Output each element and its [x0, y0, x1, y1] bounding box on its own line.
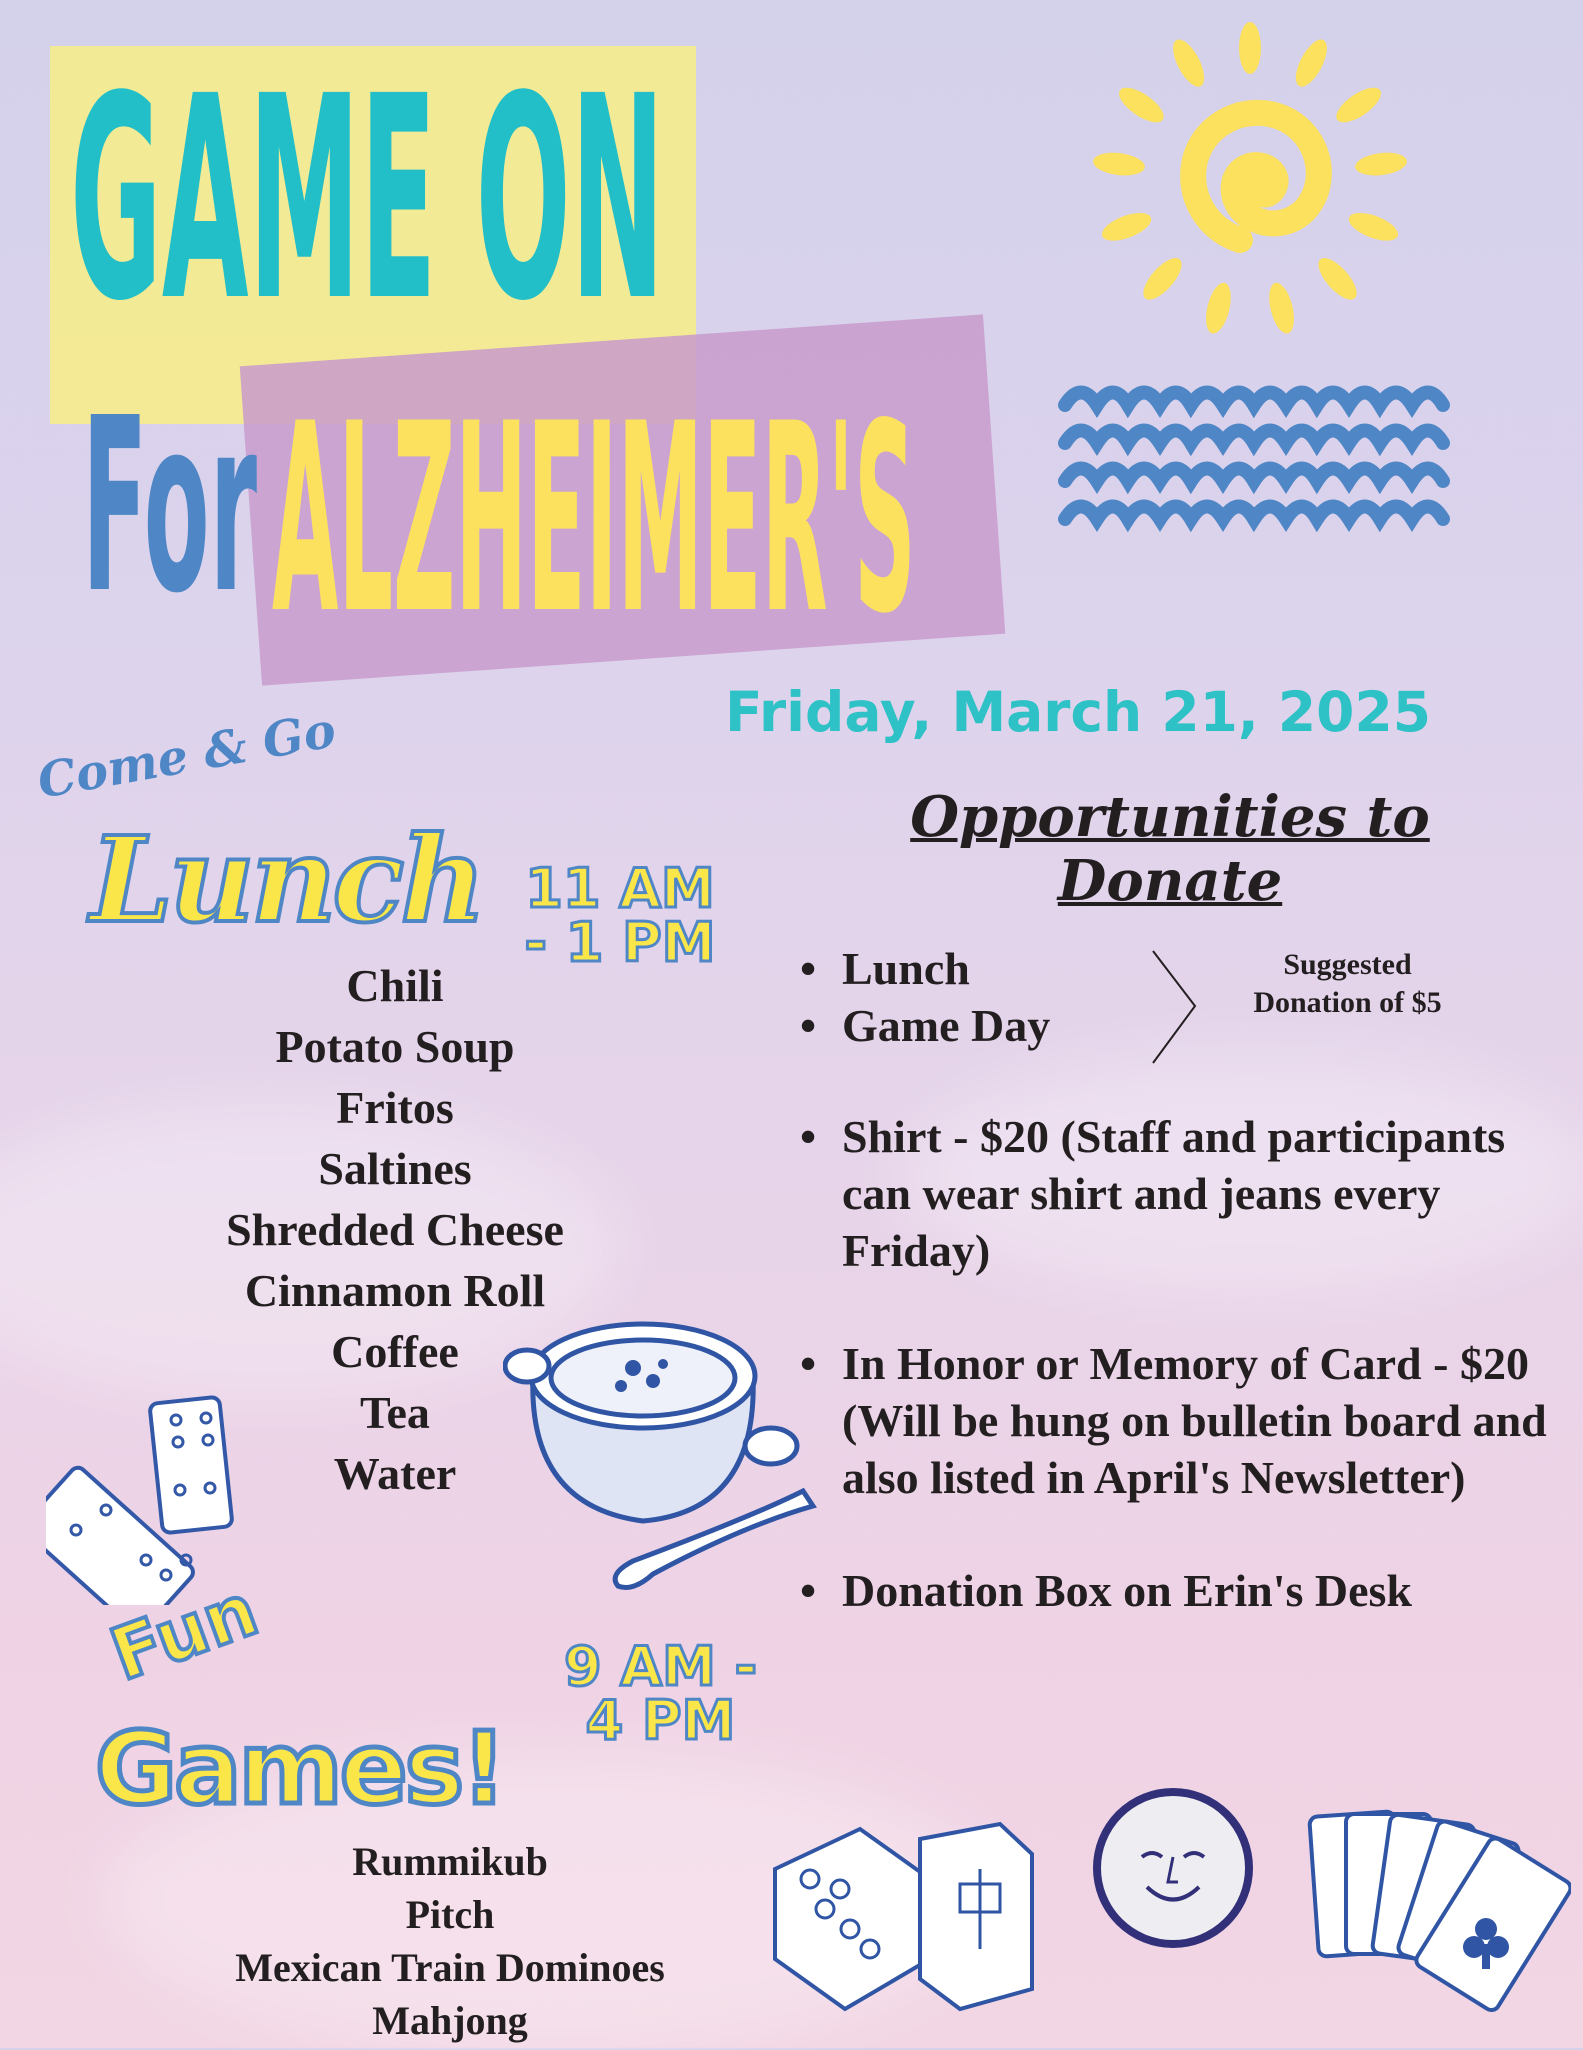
donate-item: • Shirt - $20 (Staff and participants can wear shirt and jeans every Friday): [800, 1108, 1580, 1279]
menu-item: Fritos: [336, 1082, 454, 1133]
playing-cards-icon: [1306, 1809, 1571, 2027]
title-for: For: [82, 366, 257, 646]
menu-item: Chili: [346, 960, 444, 1011]
games-list: [100, 1835, 800, 2047]
sun-ray: [1239, 22, 1261, 74]
wave-line: [1065, 393, 1443, 406]
donate-item: • In Honor or Memory of Card - $20 (Will be hung on bulletin board and also listed in April's Newsletter): [800, 1335, 1580, 1506]
donate-heading: Opportunities to Donate: [910, 784, 1430, 914]
menu-item: Saltines: [318, 1143, 472, 1194]
sun-ray: [1312, 252, 1363, 306]
sun-ray: [1345, 207, 1401, 246]
bracket-icon: [1150, 948, 1200, 1068]
sun-ray: [1290, 35, 1334, 91]
wave-line: [1065, 507, 1443, 520]
menu-item: Coffee: [331, 1326, 459, 1377]
donate-item-text: Donation Box on Erin's Desk: [842, 1565, 1413, 1616]
game-item: Mahjong: [372, 1998, 528, 2043]
donate-item-text: Shirt - $20 (Staff and participants can wear shirt and jeans every Friday): [842, 1111, 1506, 1276]
waves-icon: [1055, 375, 1455, 545]
sun-ray: [1098, 207, 1154, 246]
game-item: Mexican Train Dominoes: [235, 1945, 665, 1990]
donate-small-bullets: • Lunch • Game Day: [800, 940, 1050, 1054]
bullet-game-day: Game Day: [842, 1000, 1051, 1051]
sun-ray: [1137, 252, 1188, 306]
donate-item: • Donation Box on Erin's Desk: [800, 1562, 1580, 1619]
event-date: Friday, March 21, 2025: [725, 680, 1431, 744]
game-item: Pitch: [405, 1892, 495, 1937]
menu-item: Water: [333, 1448, 457, 1499]
donate-items: [800, 1108, 1580, 1675]
sun-ray: [1354, 150, 1408, 178]
wave-line: [1065, 469, 1443, 482]
sun-ray: [1331, 81, 1386, 129]
bullet-lunch: Lunch: [842, 943, 970, 994]
menu-item: Cinnamon Roll: [244, 1265, 546, 1316]
menu-item: Tea: [360, 1387, 430, 1438]
soup-bowl-icon: [503, 1306, 823, 1591]
dominoes-icon: [46, 1390, 251, 1605]
menu-item: Shredded Cheese: [226, 1204, 564, 1255]
sun-icon: [1080, 15, 1420, 345]
sun-ray: [1167, 35, 1211, 91]
mahjong-tiles-icon: [770, 1809, 1040, 2019]
lunch-time: 11 AM - 1 PM: [524, 857, 716, 974]
lunch-tagline: Come & Go: [33, 702, 340, 810]
sun-ray: [1265, 280, 1299, 336]
sun-ray: [1202, 280, 1236, 336]
moon-face-icon: [1092, 1787, 1254, 1949]
sun-ray: [1092, 150, 1146, 178]
game-item: Rummikub: [352, 1839, 548, 1884]
title-game-on: GAME ON: [70, 37, 665, 363]
title-alzheimers: ALZHEIMER'S: [272, 369, 916, 671]
wave-line: [1065, 431, 1443, 444]
sun-ray: [1114, 81, 1169, 129]
games-heading: Games!: [95, 1710, 504, 1827]
menu-item: Potato Soup: [275, 1021, 515, 1072]
games-time: 9 AM - 4 PM: [563, 1635, 758, 1752]
donate-item-text: In Honor or Memory of Card - $20 (Will be hung on bulletin board and also listed in April's Newsletter): [842, 1338, 1547, 1503]
lunch-heading: Lunch: [90, 810, 483, 949]
games-tagline: Fun: [100, 1567, 269, 1697]
suggested-donation: Suggested Donation of $5: [1253, 948, 1442, 1019]
